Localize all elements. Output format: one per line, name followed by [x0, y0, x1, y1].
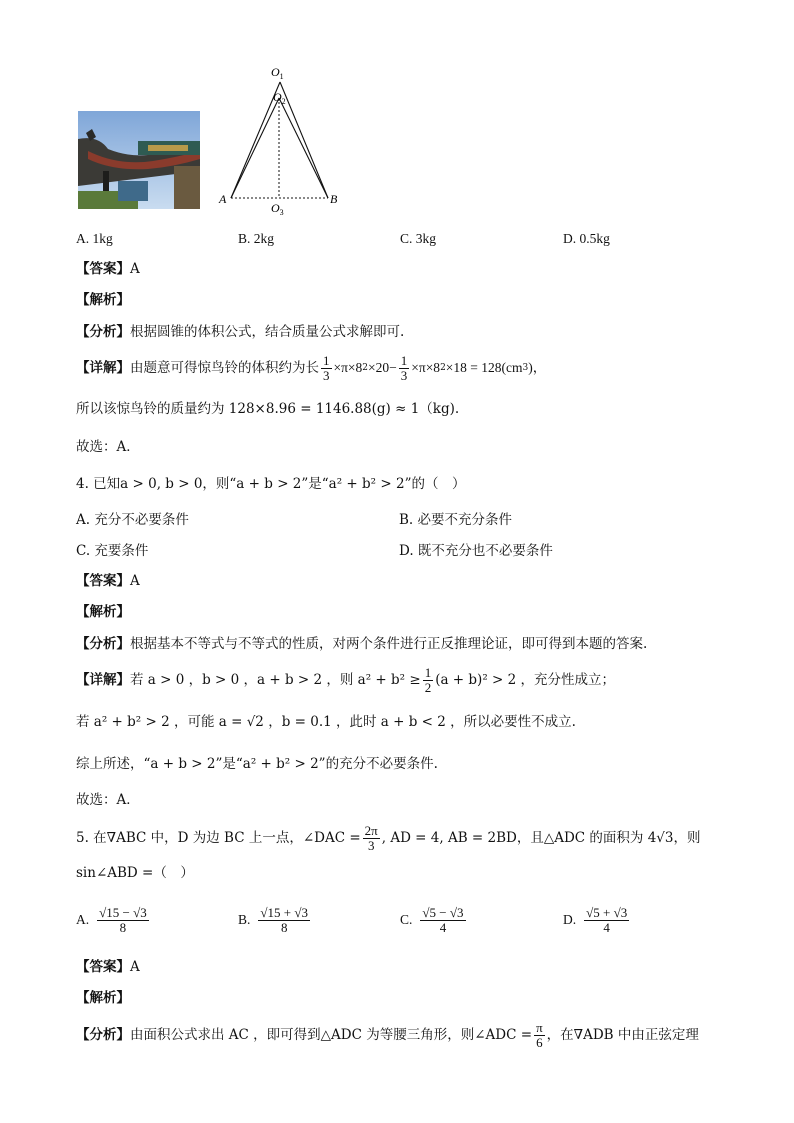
- edge-o2-b: [279, 98, 328, 198]
- label-a: A: [219, 192, 227, 206]
- q5-jiexi-heading: 【解析】: [76, 990, 130, 1006]
- q4-stem: 4. 已知a > 0, b > 0，则“a + b > 2”是“a² + b² > 2”的（ ）: [76, 476, 466, 492]
- q4-choose: 故选：A．: [76, 792, 140, 808]
- label-o2: $O_2$: [273, 90, 286, 106]
- q4-option-a: A. 充分不必要条件: [76, 512, 189, 528]
- cone-diagram: [212, 60, 347, 220]
- q5-option-c: C. $\frac{√5 - √3}{4}$: [400, 904, 464, 935]
- edge-o1-b: [280, 82, 328, 198]
- label-o1: $O_1$: [271, 65, 284, 81]
- q5-option-d: D. $\frac{√5 + √3}{4}$: [563, 904, 628, 935]
- q3-option-c: C. 3kg: [400, 231, 437, 246]
- q4-line2: 若 a² + b² > 2 ，可能 a = √2 ，b = 0.1 ，此时 a + b < 2 ，所以必要性不成立.: [76, 714, 576, 730]
- fraction-pi-over-six: $\frac{\pi}{6}$: [536, 1019, 543, 1050]
- q5-option-b: B. $\frac{√15 + √3}{8}$: [238, 904, 308, 935]
- q5-answer: 【答案】A: [76, 959, 140, 975]
- q5-stem: 5. 在∇ABC 中，D 为边 BC 上一点，∠DAC = $\frac{2\pi}{3}$ , AD = 4, AB = 2BD，且△ADC 的面积为 4√3，则: [76, 822, 701, 853]
- edge-o2-a: [231, 98, 279, 198]
- pavilion-photo: [78, 111, 200, 209]
- q3-jiexi-heading: 【解析】: [76, 292, 130, 308]
- q5-option-a: A. $\frac{√15 - √3}{8}$: [76, 904, 147, 935]
- q4-summary: 综上所述，“a + b > 2”是“a² + b² > 2”的充分不必要条件.: [76, 756, 438, 772]
- label-b: B: [330, 192, 338, 206]
- fraction-one-half: $\frac{1}{2}$: [424, 664, 432, 695]
- q3-option-d: D. 0.5kg: [563, 231, 610, 246]
- q4-xiangjie: 【详解】 若 a > 0 ，b > 0 ，a + b > 2 ，则 a² + b² ≥ $\frac{1}{2}$ (a + b)² > 2 ，充分性成立；: [76, 664, 616, 695]
- q3-option-a: A. 1kg: [76, 231, 113, 246]
- q4-option-b: B. 必要不充分条件: [399, 512, 513, 528]
- q3-fenxi: 【分析】根据圆锥的体积公式，结合质量公式求解即可.: [76, 324, 405, 340]
- fraction-one-third-2: $\frac{1}{3}$: [400, 352, 408, 383]
- label-o3: $O_3$: [271, 201, 284, 217]
- fraction-one-third: $\frac{1}{3}$: [323, 352, 330, 383]
- q3-xiangjie: 【详解】 由题意可得惊鸟铃的体积约为长 $\frac{1}{3}$ ×π×8 2 ×20− $\frac{1}{3}$ ×π×8 2 ×18 = 128 (cm 3 )，: [76, 352, 547, 383]
- q5-fenxi: 【分析】 由面积公式求出 AC ，即可得到△ADC 为等腰三角形，则∠ADC = $\frac{\pi}{6}$ ，在∇ADB 中由正弦定理: [76, 1019, 699, 1050]
- q3-answer: 【答案】A: [76, 261, 140, 277]
- q4-option-c: C. 充要条件: [76, 543, 149, 559]
- q4-fenxi: 【分析】根据基本不等式与不等式的性质，对两个条件进行正反推理论证，即可得到本题的答案.: [76, 636, 648, 652]
- q3-choose: 故选：A．: [76, 439, 140, 455]
- q3-option-b: B. 2kg: [238, 231, 275, 246]
- q4-jiexi-heading: 【解析】: [76, 604, 130, 620]
- q4-option-d: D. 既不充分也不必要条件: [399, 543, 553, 559]
- q4-answer: 【答案】A: [76, 573, 140, 589]
- q3-mass-line: 所以该惊鸟铃的质量约为 128×8.96 = 1146.88(g) ≈ 1（kg).: [76, 401, 460, 417]
- q5-stem-2: sin∠ABD =（ ）: [76, 865, 194, 881]
- fraction-two-pi-over-three: $\frac{2\pi}{3}$: [364, 822, 378, 853]
